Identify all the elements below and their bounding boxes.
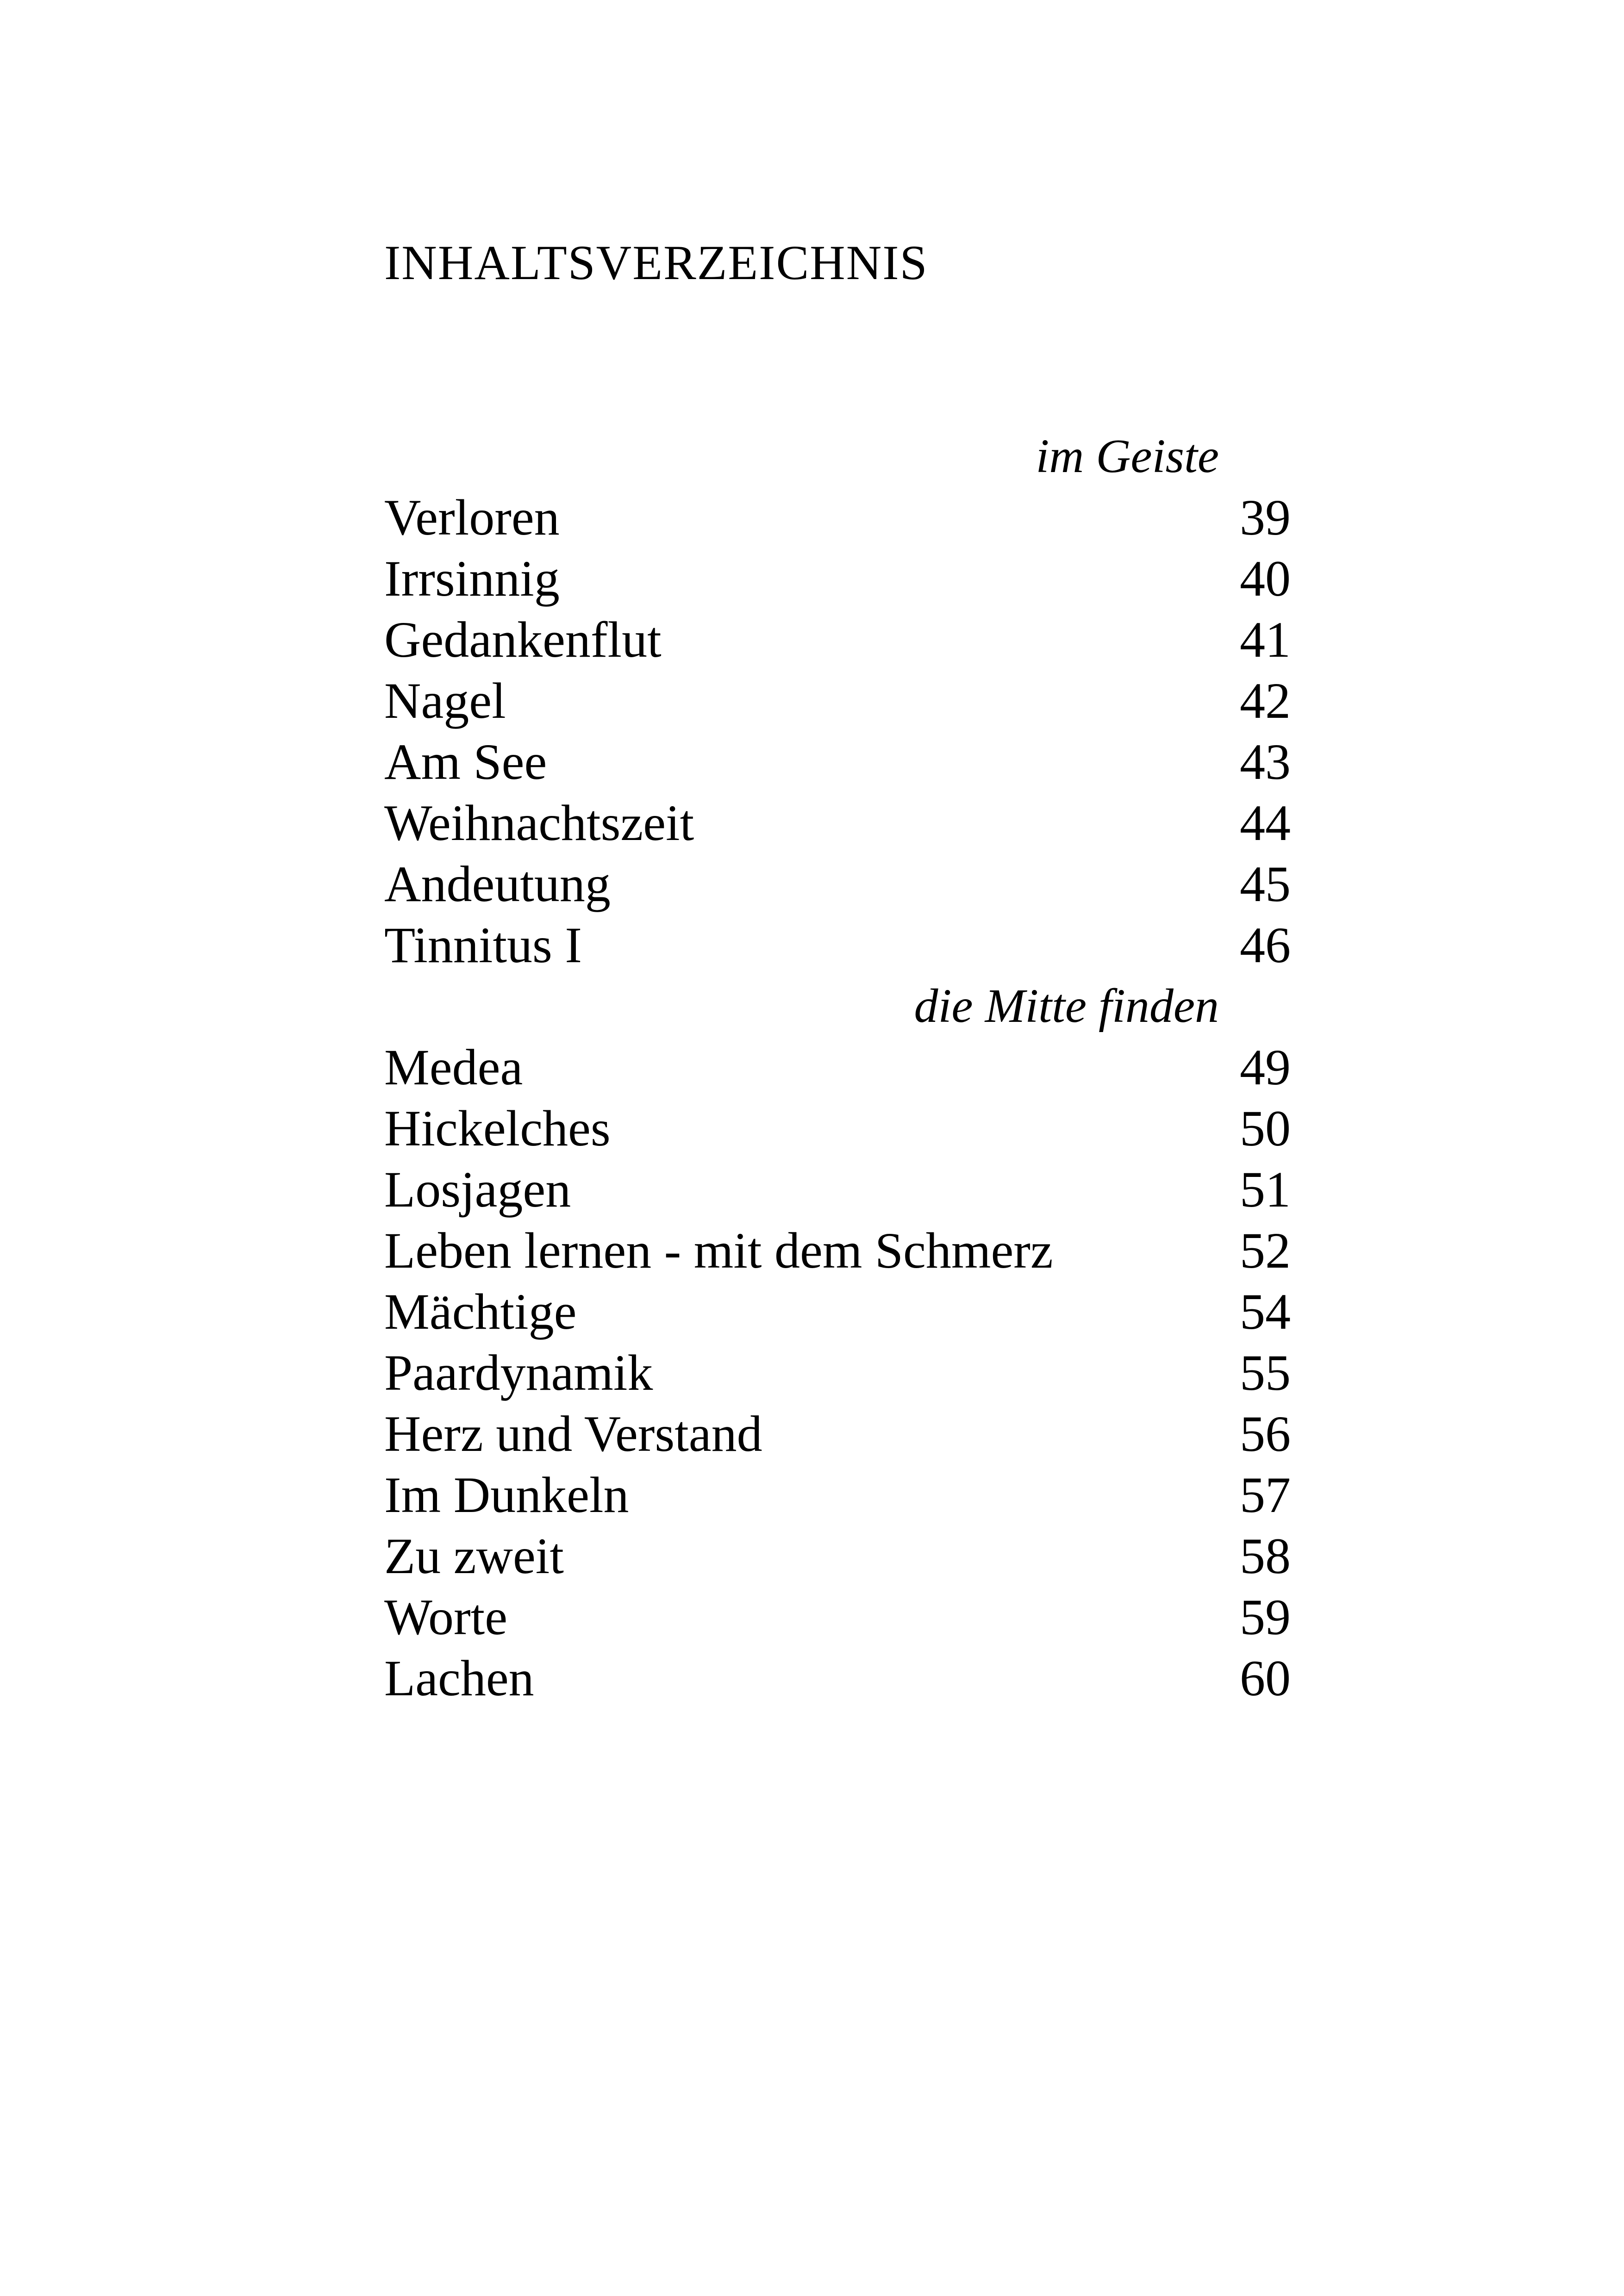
toc-entry [384,1159,1291,1220]
toc-entry [384,1098,1291,1159]
toc-entry [384,915,1291,976]
toc-entry [384,548,1291,609]
toc-entry-page: 58 [1240,1528,1291,1584]
section-heading-die-mitte-finden [384,976,1291,1037]
toc-entry-page: 56 [1240,1406,1291,1462]
toc-entry [384,1464,1291,1525]
toc-entry-page: 51 [1240,1161,1291,1218]
toc-entry-page: 44 [1240,795,1291,851]
toc-entry-page: 52 [1240,1222,1291,1279]
toc-entry-title: Am See [384,734,547,790]
toc-entry [384,731,1291,792]
toc-entry-page: 57 [1240,1467,1291,1523]
section-heading-label: die Mitte finden [914,979,1219,1033]
toc-entry-title: Hickelches [384,1100,611,1157]
toc-entry-title: Losjagen [384,1161,571,1218]
toc-entry-title: Im Dunkeln [384,1467,629,1523]
toc-entry [384,1403,1291,1464]
toc-entry [384,1220,1291,1281]
toc-entry [384,792,1291,853]
toc-entry-page: 45 [1240,856,1291,912]
toc-entry [384,1587,1291,1648]
toc-entry [384,1342,1291,1403]
toc-entry-title: Lachen [384,1650,534,1706]
table-of-contents [384,426,1291,1709]
toc-entry-title: Worte [384,1589,508,1645]
toc-entry-title: Irrsinnig [384,550,560,607]
section-heading-im-geiste [384,426,1291,487]
toc-entry-title: Zu zweit [384,1528,564,1584]
section-heading-label: im Geiste [1036,429,1219,483]
toc-entry-page: 55 [1240,1344,1291,1401]
toc-entry-page: 59 [1240,1589,1291,1645]
toc-entry-page: 39 [1240,489,1291,546]
toc-entry-title: Medea [384,1039,523,1095]
toc-entry-title: Nagel [384,672,506,729]
toc-entry-title: Paardynamik [384,1344,653,1401]
toc-entry [384,1525,1291,1587]
toc-entry-title: Herz und Verstand [384,1406,762,1462]
toc-entry [384,853,1291,915]
toc-entry-title: Tinnitus I [384,917,582,973]
toc-entry-page: 50 [1240,1100,1291,1157]
toc-entry-page: 46 [1240,917,1291,973]
toc-entry [384,1037,1291,1098]
toc-entry-page: 54 [1240,1283,1291,1340]
toc-entry-page: 49 [1240,1039,1291,1095]
toc-entry-title: Mächtige [384,1283,577,1340]
toc-entry-title: Weihnachtszeit [384,795,694,851]
toc-entry [384,670,1291,731]
toc-entry-page: 42 [1240,672,1291,729]
toc-entry [384,609,1291,670]
toc-entry-page: 41 [1240,611,1291,668]
toc-entry [384,487,1291,548]
toc-entry-page: 43 [1240,734,1291,790]
toc-entry [384,1281,1291,1342]
toc-entry-title: Andeutung [384,856,611,912]
toc-entry-title: Gedankenflut [384,611,662,668]
toc-entry-title: Leben lernen - mit dem Schmerz [384,1222,1053,1279]
toc-entry-title: Verloren [384,489,560,546]
page-title: INHALTSVERZEICHNIS [384,236,928,290]
toc-entry [384,1648,1291,1709]
toc-entry-page: 40 [1240,550,1291,607]
toc-entry-page: 60 [1240,1650,1291,1706]
